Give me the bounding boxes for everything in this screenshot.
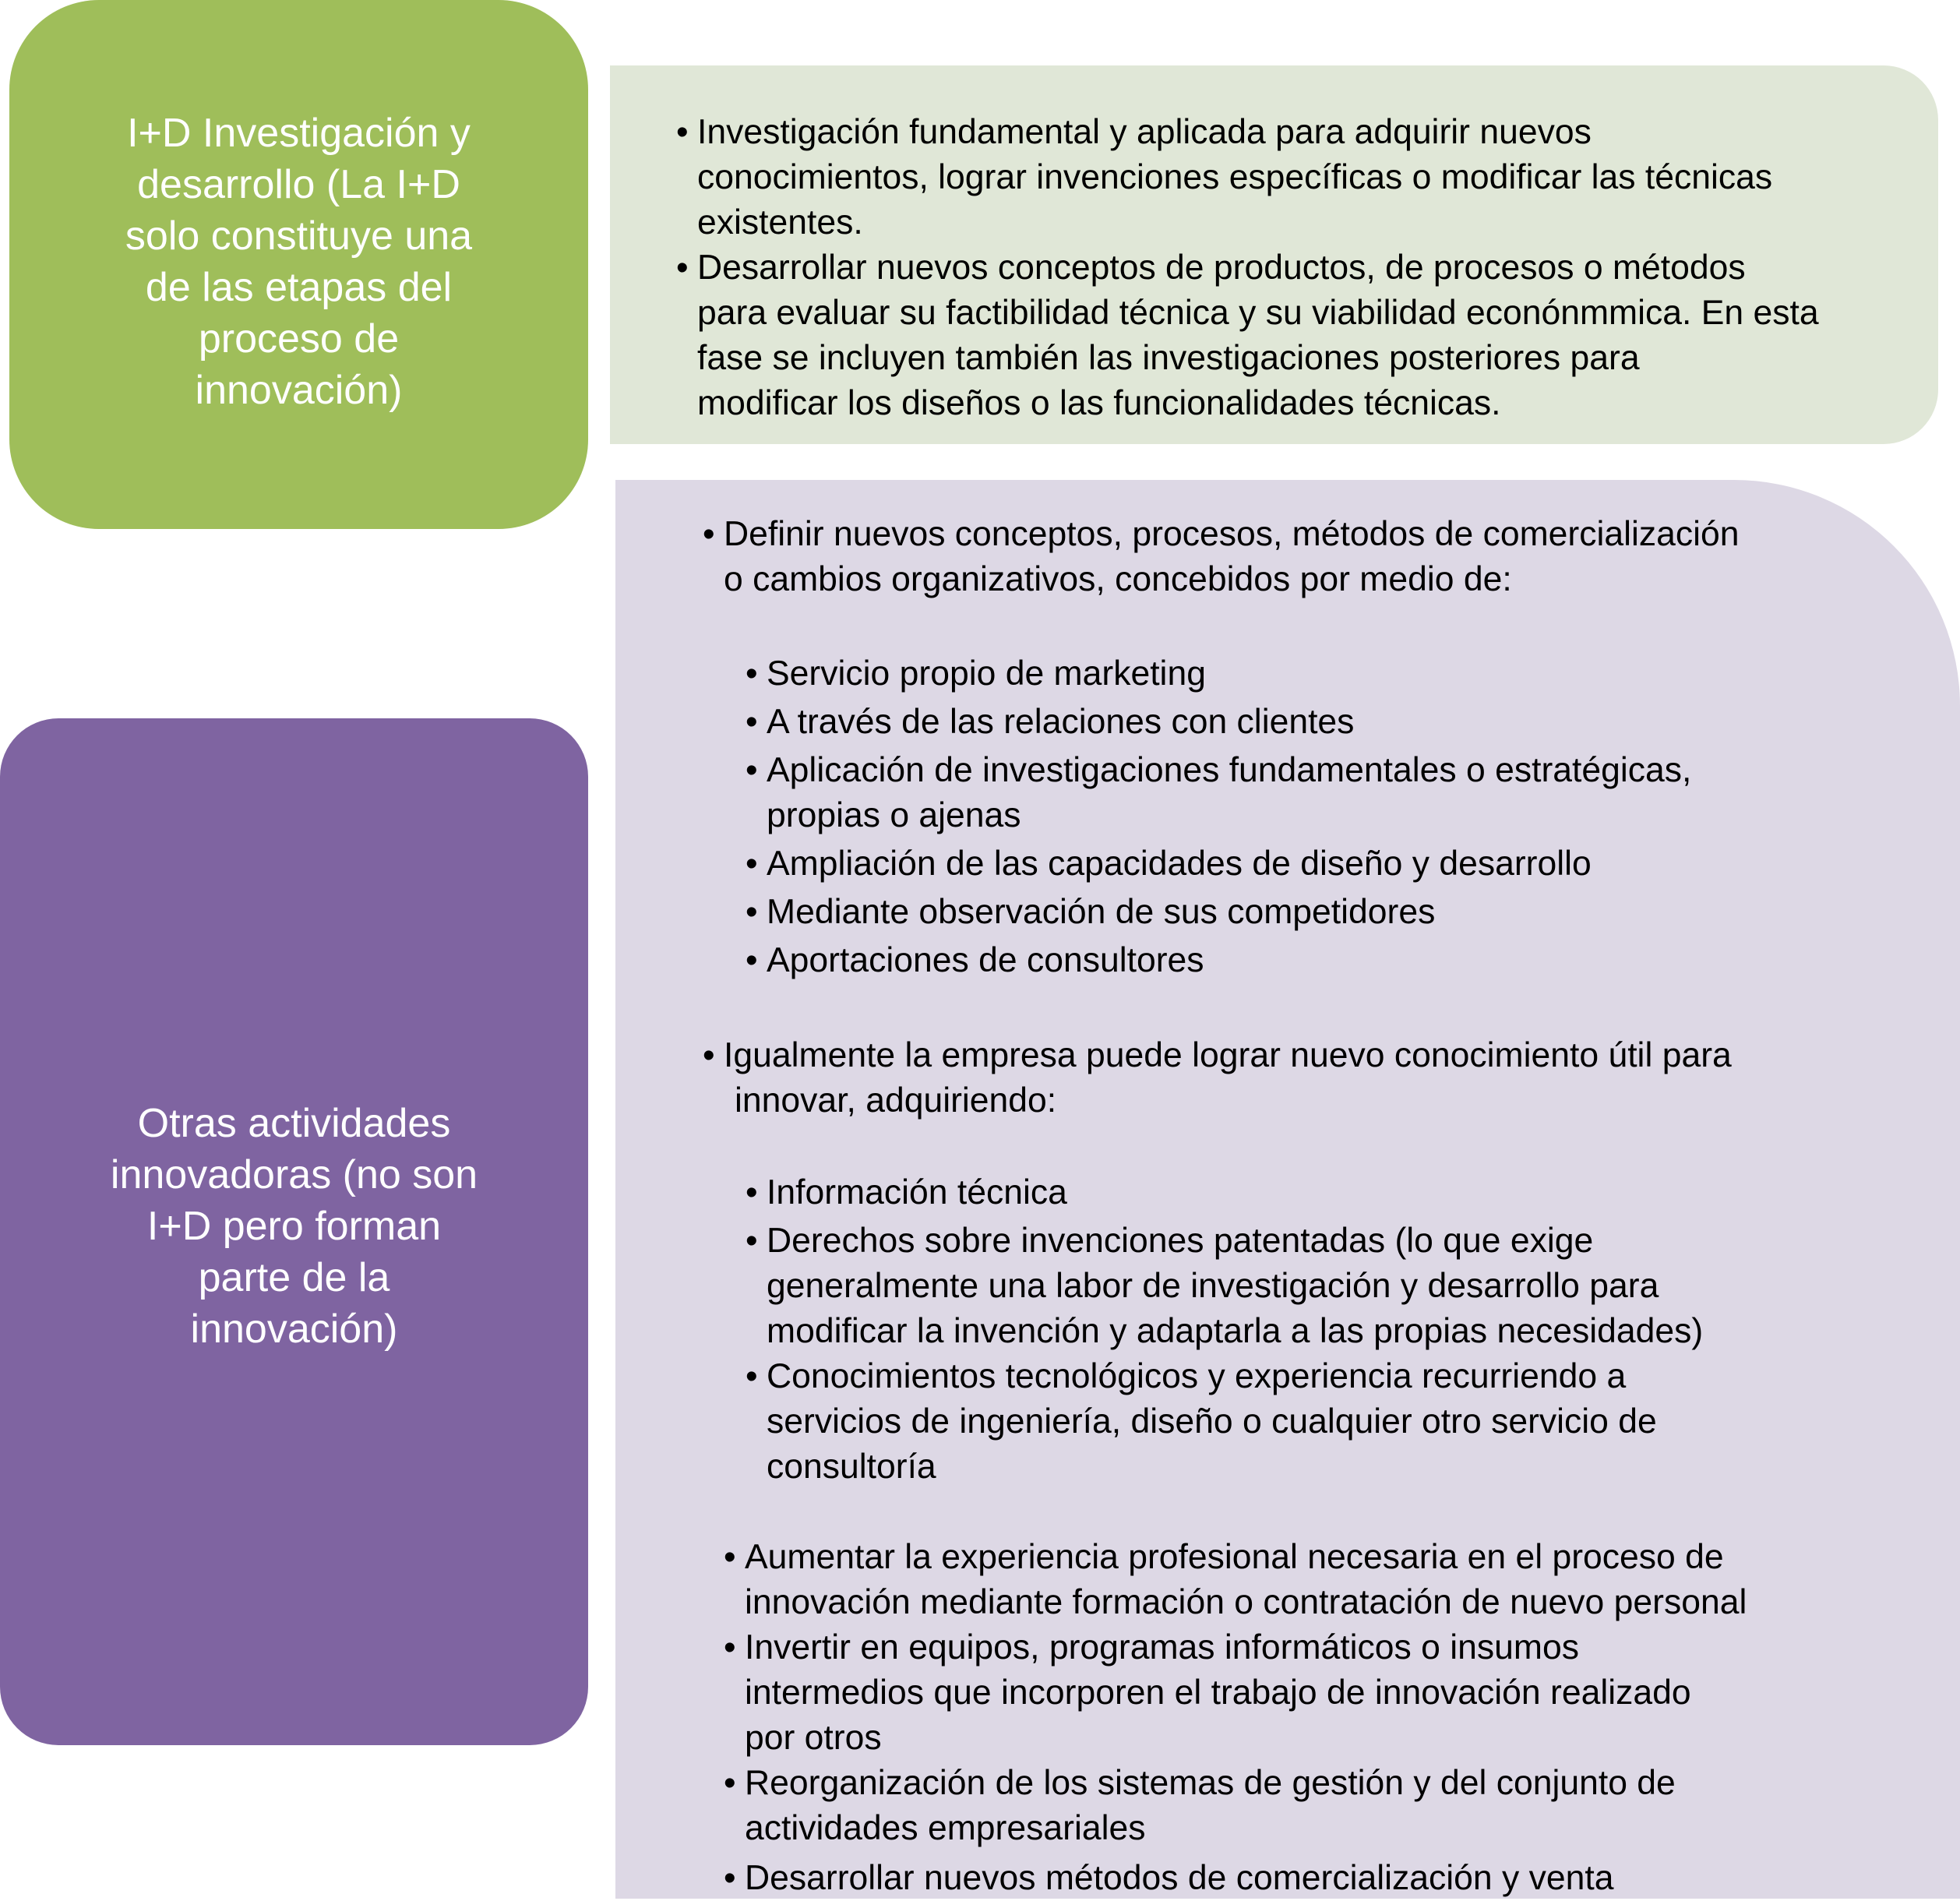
list-item: • Mediante observación de sus competidores (767, 888, 1691, 936)
list-item: • Información técnica (767, 1170, 1703, 1215)
other-activities-panel (615, 480, 1960, 1899)
section-define-concepts (724, 512, 1740, 602)
list-item: • Aportaciones de consultores (767, 936, 1691, 985)
rd-description-panel (610, 65, 1938, 444)
list-item: • Desarrollar nuevos conceptos de productos, de procesos o métodos para evaluar su factibilidad técnica y su viabilidad econónmmica. En esta fase se incluyen también las investigaciones posteriores para modificar los diseños o las funcionalidades técnicas. (697, 245, 1819, 426)
other-activities-category-box (0, 718, 588, 1745)
list-item: • Invertir en equipos, programas informáticos o insumos intermedios que incorporen el trabajo de innovación realizado por otros (745, 1625, 1747, 1761)
list-item: • Derechos sobre invenciones patentadas (lo que exige generalmente una labor de investigación y desarrollo para modificar la invención y adaptarla a las propias necesidades) (767, 1219, 1703, 1354)
list-item: • A través de las relaciones con clientes (767, 698, 1691, 746)
list-item: • Investigación fundamental y aplicada para adquirir nuevos conocimientos, lograr invenciones específicas o modificar las técnicas existentes. (697, 110, 1819, 245)
list-item: • Igualmente la empresa puede lograr nuevo conocimiento útil para innovar, adquiriendo: (724, 1033, 1732, 1123)
list-item: • Conocimientos tecnológicos y experiencia recurriendo a servicios de ingeniería, diseño o cualquier otro servicio de consultoría (767, 1354, 1703, 1490)
list-item: • Aplicación de investigaciones fundamentales o estratégicas, propias o ajenas (767, 746, 1691, 840)
list-item: • Definir nuevos conceptos, procesos, métodos de comercialización o cambios organizativos, concebidos por medio de: (724, 512, 1740, 602)
acquisition-sublist (767, 1170, 1703, 1490)
list-item: • Servicio propio de marketing (767, 650, 1691, 698)
rd-category-label: I+D Investigación y desarrollo (La I+D solo constituye una de las etapas del proceso de innovación) (125, 110, 473, 413)
section-acquire-knowledge (724, 1033, 1732, 1123)
list-item: • Reorganización de los sistemas de gestión y del conjunto de actividades empresariales (745, 1761, 1747, 1851)
list-item: • Aumentar la experiencia profesional necesaria en el proceso de innovación mediante formación o contratación de nuevo personal (745, 1535, 1747, 1625)
means-sublist (767, 650, 1691, 985)
other-activities-category-label: Otras actividades innovadoras (no son I+D pero forman parte de la innovación) (110, 1100, 478, 1352)
list-item: • Ampliación de las capacidades de diseño y desarrollo (767, 840, 1691, 888)
rd-category-box (9, 0, 588, 529)
list-item: • Desarrollar nuevos métodos de comercialización y venta (745, 1856, 1747, 1901)
rd-bullet-list (697, 110, 1819, 426)
section-other-actions (745, 1535, 1747, 1901)
